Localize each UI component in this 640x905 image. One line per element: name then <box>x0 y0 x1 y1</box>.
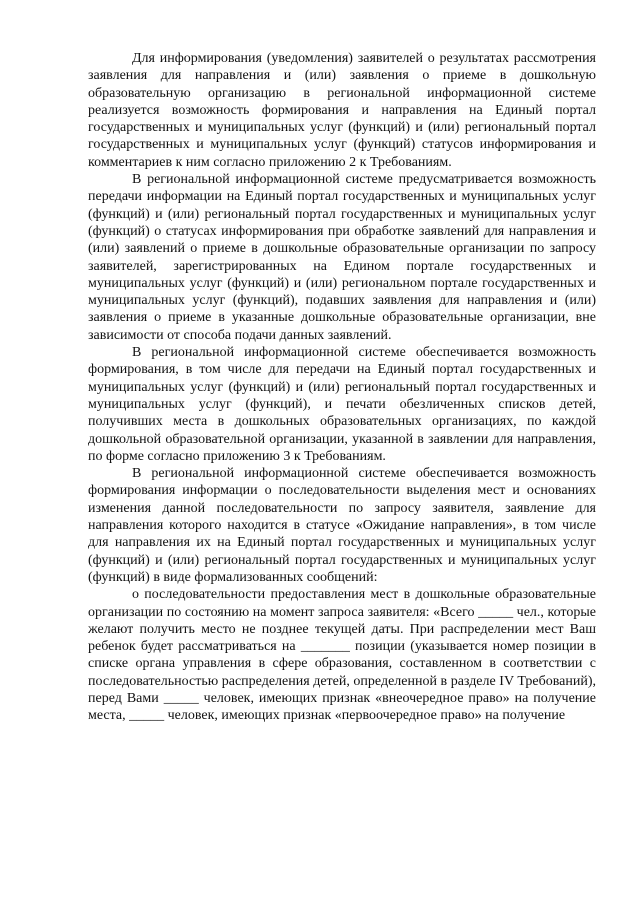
paragraph-queue-message: о последовательности предоставления мест в дошкольные образовательные организации по состоянию на момент запроса заявителя: «Всего _____ чел., которые желают получить место не позднее текущей даты. При распределении мест Ваш ребенок будет рассматриваться на _______ позиции (указывается номер позиции в списке органа управления в сфере образования, составленном в соответствии с последовательностью распределения детей, определенной в разделе IV Требований), перед Вами _____ человек, имеющих признак «внеочередное право» на получение места, _____ человек, имеющих признак «первоочередное право» на получение <box>88 587 596 724</box>
paragraph-status-transfer: В региональной информационной системе предусматривается возможность передачи информации на Единый портал государственных и муниципальных услуг (функций) и (или) региональный портал государственных и муниципальных услуг (функций) о статусах информирования при обработке заявлений для направления и (или) заявлений о приеме в дошкольные образовательные организации по запросу заявителей, зарегистрированных на Едином портале государственных и муниципальных услуг (функций) и (или) региональном портале государственных и муниципальных услуг (функций), подавших заявления для направления и (или) заявления о приеме в указанные дошкольные образовательные организации, вне зависимости от способа подачи данных заявлений. <box>88 172 596 343</box>
paragraph-informing-applicants: Для информирования (уведомления) заявителей о результатах рассмотрения заявления для направления и (или) заявления о приеме в дошкольную образовательную организацию в региональной информационной системе реализуется возможность формирования и направления на Единый портал государственных и муниципальных услуг (функций) и (или) региональный портал государственных и муниципальных услуг (функций) статусов информирования и комментариев к ним согласно приложению 2 к Требованиям. <box>88 51 596 170</box>
paragraph-anonymized-lists: В региональной информационной системе обеспечивается возможность формирования, в том числе для передачи на Единый портал государственных и муниципальных услуг (функций) и (или) региональный портал государственных и муниципальных услуг (функций), и печати обезличенных списков детей, получивших места в дошкольных образовательных организациях, по каждой дошкольной образовательной организации, указанной в заявлении для направления, по форме согласно приложению 3 к Требованиям. <box>88 345 596 464</box>
paragraph-allocation-sequence: В региональной информационной системе обеспечивается возможность формирования информации о последовательности выделения мест и основаниях изменения данной последовательности по запросу заявителя, заявление для направления которого находится в статусе «Ожидание направления», в том числе для направления их на Единый портал государственных и муниципальных услуг (функций) и (или) региональный портал государственных и муниципальных услуг (функций) в виде формализованных сообщений: <box>88 466 596 585</box>
